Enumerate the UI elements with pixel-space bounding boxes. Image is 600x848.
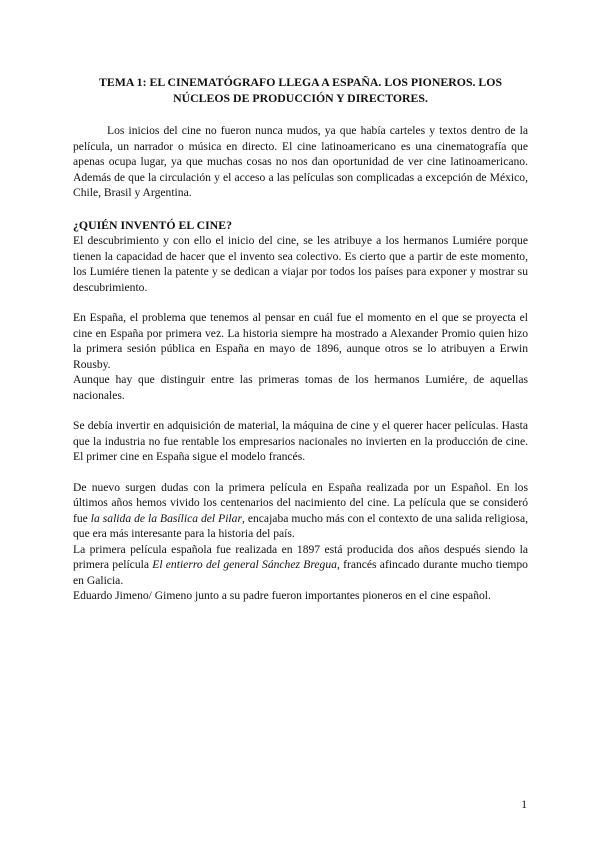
paragraph-investment: Se debía invertir en adquisición de material, la máquina de cine y el querer hacer películas. Hasta que la industria no fue rentable los empresarios nacionales no invierten en la producción de cine. El primer cine en España sigue el modelo francés. xyxy=(73,419,528,463)
page-number: 1 xyxy=(521,798,527,811)
paragraph-first-spanish-film xyxy=(73,480,528,542)
document-page xyxy=(73,74,528,604)
text-segment: De nuevo surgen dudas con la primera película en España realizada por un Español. En los últimos años hemos vivido los centenarios del nacimiento del cine. La película que se consideró fue xyxy=(73,480,528,525)
paragraph-first-film-1897 xyxy=(73,542,528,589)
section-heading: ¿QUIÉN INVENTÓ EL CINE? xyxy=(73,217,232,232)
text-segment: , francés afincado durante mucho tiempo en Galicia. xyxy=(73,558,528,587)
film-title: El entierro del general Sánchez Bregua xyxy=(152,558,337,571)
paragraph-lumiere-distinction: Aunque hay que distinguir entre las primeras tomas de los hermanos Lumiére, de aquellas nacionales. xyxy=(73,373,528,402)
document-title: TEMA 1: EL CINEMATÓGRAFO LLEGA A ESPAÑA. LOS PIONEROS. LOS NÚCLEOS DE PRODUCCIÓN Y DIRECTORES. xyxy=(98,75,503,105)
paragraph-jimeno: Eduardo Jimeno/ Gimeno junto a su padre fueron importantes pioneros en el cine español. xyxy=(73,589,491,602)
paragraph-spain-first-screening: En España, el problema que tenemos al pensar en cuál fue el momento en el que se proyecta el cine en España por primera vez. La historia siempre ha mostrado a Alexander Promio quien hizo la primera sesión pública en España en mayo de 1896, aunque otros se lo atribuyen a Erwin Rousby. xyxy=(73,311,528,371)
film-title: la salida de la Basílica del Pilar xyxy=(90,511,242,525)
text-segment: La primera película española fue realizada en 1897 está producida dos años después siendo la primera película xyxy=(73,542,528,571)
paragraph-discovery: El descubrimiento y con ello el inicio del cine, se les atribuye a los hermanos Lumiére porque tienen la capacidad de hacer que el invento sea colectivo. Es cierto que a partir de este momento, los Lumiére tienen la patente y se dedican a viajar por todos los países para exponer y mostrar su descubrimiento. xyxy=(73,234,528,294)
intro-paragraph: Los inicios del cine no fueron nunca mudos, ya que había carteles y textos dentro de la película, un narrador o música en directo. El cine latinoamericano es una cinematografía que apenas ocupa lugar, ya que muchas cosas no nos dan oportunidad de ver cine latinoamericano. Además de que la circulación y el acceso a las películas son complicadas a excepción de México, Chile, Brasil y Argentina. xyxy=(73,124,528,199)
text-segment: , encajaba mucho más con el contexto de una salida religiosa, que era más interesante para la historia del país. xyxy=(73,511,528,540)
